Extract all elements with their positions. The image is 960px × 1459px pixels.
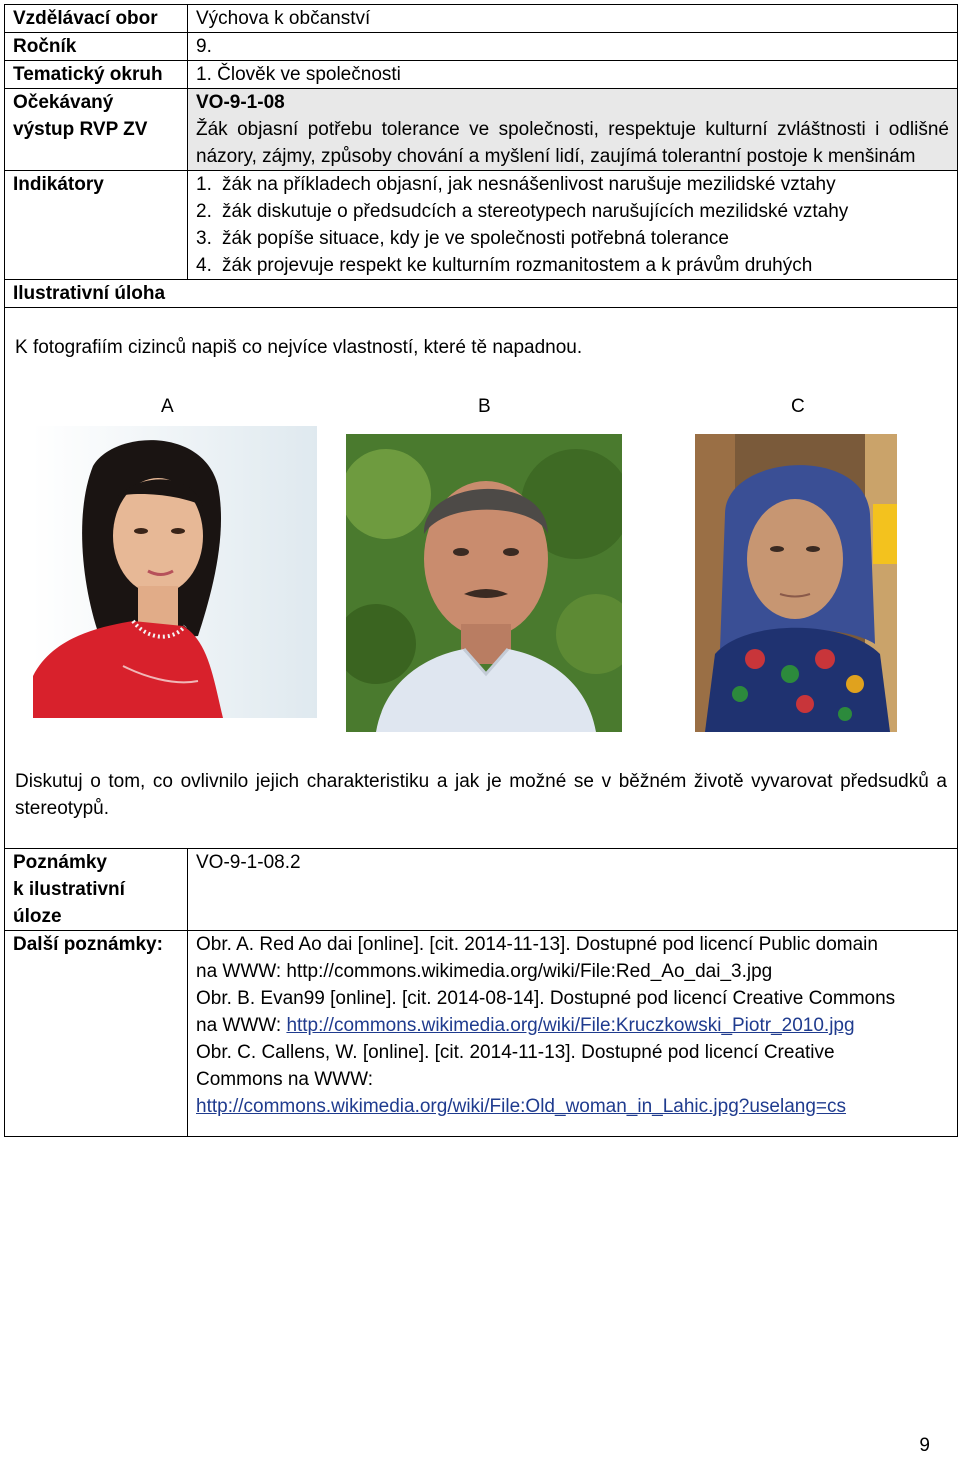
vystup-value [188, 89, 958, 171]
vystup-label [5, 89, 188, 171]
vystup-label-line2: výstup RVP ZV [13, 119, 148, 140]
source-c-line2: Commons na WWW: [196, 1069, 374, 1090]
dalsi-value [188, 931, 958, 1137]
indikatory-list-cell [188, 171, 958, 280]
obor-label: Vzdělávací obor [5, 5, 188, 33]
indikator-text: žák popíše situace, kdy je ve společnosti potřebná tolerance [222, 228, 729, 249]
poznamky-label-line1: Poznámky [13, 852, 107, 873]
indikator-number: 1. [196, 174, 212, 195]
photo-label-a: A [161, 396, 174, 417]
photo-b-man [346, 434, 622, 732]
poznamky-label-line3: úloze [13, 906, 62, 927]
source-a-line1: Obr. A. Red Ao dai [online]. [cit. 2014-11-13]. Dostupné pod licencí Public domain [196, 934, 878, 955]
vystup-code: VO-9-1-08 [196, 92, 285, 113]
row-indikatory [5, 171, 958, 280]
source-a-line2: na WWW: http://commons.wikimedia.org/wiki/File:Red_Ao_dai_3.jpg [196, 961, 773, 982]
row-dalsi [5, 931, 958, 1137]
photo-label-c: C [791, 396, 805, 417]
source-b-line2 [196, 1012, 949, 1039]
discussion-text: Diskutuj o tom, co ovlivnilo jejich charakteristiku a jak je možné se v běžném životě vyvarovat předsudků a stereotypů. [15, 771, 947, 819]
dalsi-label: Další poznámky: [5, 931, 188, 1137]
indikator-item [196, 252, 949, 279]
row-uloha [5, 280, 958, 308]
row-obor [5, 5, 958, 33]
task-prompt: K fotografiím cizinců napiš co nejvíce vlastností, které tě napadnou. [15, 337, 583, 358]
obor-value: Výchova k občanství [188, 5, 958, 33]
vystup-label-line1: Očekávaný [13, 92, 114, 113]
worksheet-page [4, 4, 958, 1137]
row-poznamky [5, 849, 958, 931]
source-b-prefix: na WWW: [196, 1015, 287, 1036]
indikatory-label: Indikátory [5, 171, 188, 280]
photo-a-woman-red-ao-dai [33, 426, 317, 718]
source-b-line1: Obr. B. Evan99 [online]. [cit. 2014-08-14]. Dostupné pod licencí Creative Commons [196, 988, 896, 1009]
indikator-number: 4. [196, 255, 212, 276]
task-section [4, 308, 958, 848]
indikator-item [196, 171, 949, 198]
photo-c-old-woman [695, 434, 897, 732]
indikator-number: 3. [196, 228, 212, 249]
vystup-text: Žák objasní potřebu tolerance ve společnosti, respektuje kulturní zvláštnosti i odlišné názory, zájmy, způsoby chování a myšlení lidí, zaujímá tolerantní postoje k menšinám [196, 119, 949, 167]
header-table [4, 4, 958, 308]
indikator-text: žák na příkladech objasní, jak nesnášenlivost narušuje mezilidské vztahy [222, 174, 836, 195]
photo-a-image [33, 426, 317, 718]
uloha-label: Ilustrativní úloha [5, 280, 958, 308]
page-number: 9 [919, 1435, 930, 1456]
indikator-number: 2. [196, 201, 212, 222]
source-c-line1: Obr. C. Callens, W. [online]. [cit. 2014-11-13]. Dostupné pod licencí Creative [196, 1042, 835, 1063]
row-okruh [5, 61, 958, 89]
indikator-item [196, 225, 949, 252]
okruh-value: 1. Člověk ve společnosti [188, 61, 958, 89]
rocnik-value: 9. [188, 33, 958, 61]
poznamky-value: VO-9-1-08.2 [188, 849, 958, 931]
okruh-label: Tematický okruh [5, 61, 188, 89]
poznamky-label-line2: k ilustrativní [13, 879, 125, 900]
indikator-text: žák projevuje respekt ke kulturním rozmanitostem a k právům druhých [222, 255, 813, 276]
photo-c-image [695, 434, 897, 732]
photo-label-b: B [478, 396, 491, 417]
indikatory-list [196, 171, 949, 279]
row-rocnik [5, 33, 958, 61]
indikator-item [196, 198, 949, 225]
indikator-text: žák diskutuje o předsudcích a stereotypech narušujících mezilidské vztahy [222, 201, 849, 222]
source-c-line3 [196, 1093, 949, 1120]
source-b-link[interactable]: http://commons.wikimedia.org/wiki/File:Kruczkowski_Piotr_2010.jpg [286, 1015, 855, 1036]
poznamky-label [5, 849, 188, 931]
notes-table [4, 848, 958, 1137]
source-c-link[interactable]: http://commons.wikimedia.org/wiki/File:Old_woman_in_Lahic.jpg?uselang=cs [196, 1096, 847, 1117]
row-vystup [5, 89, 958, 171]
rocnik-label: Ročník [5, 33, 188, 61]
photo-b-image [346, 434, 622, 732]
